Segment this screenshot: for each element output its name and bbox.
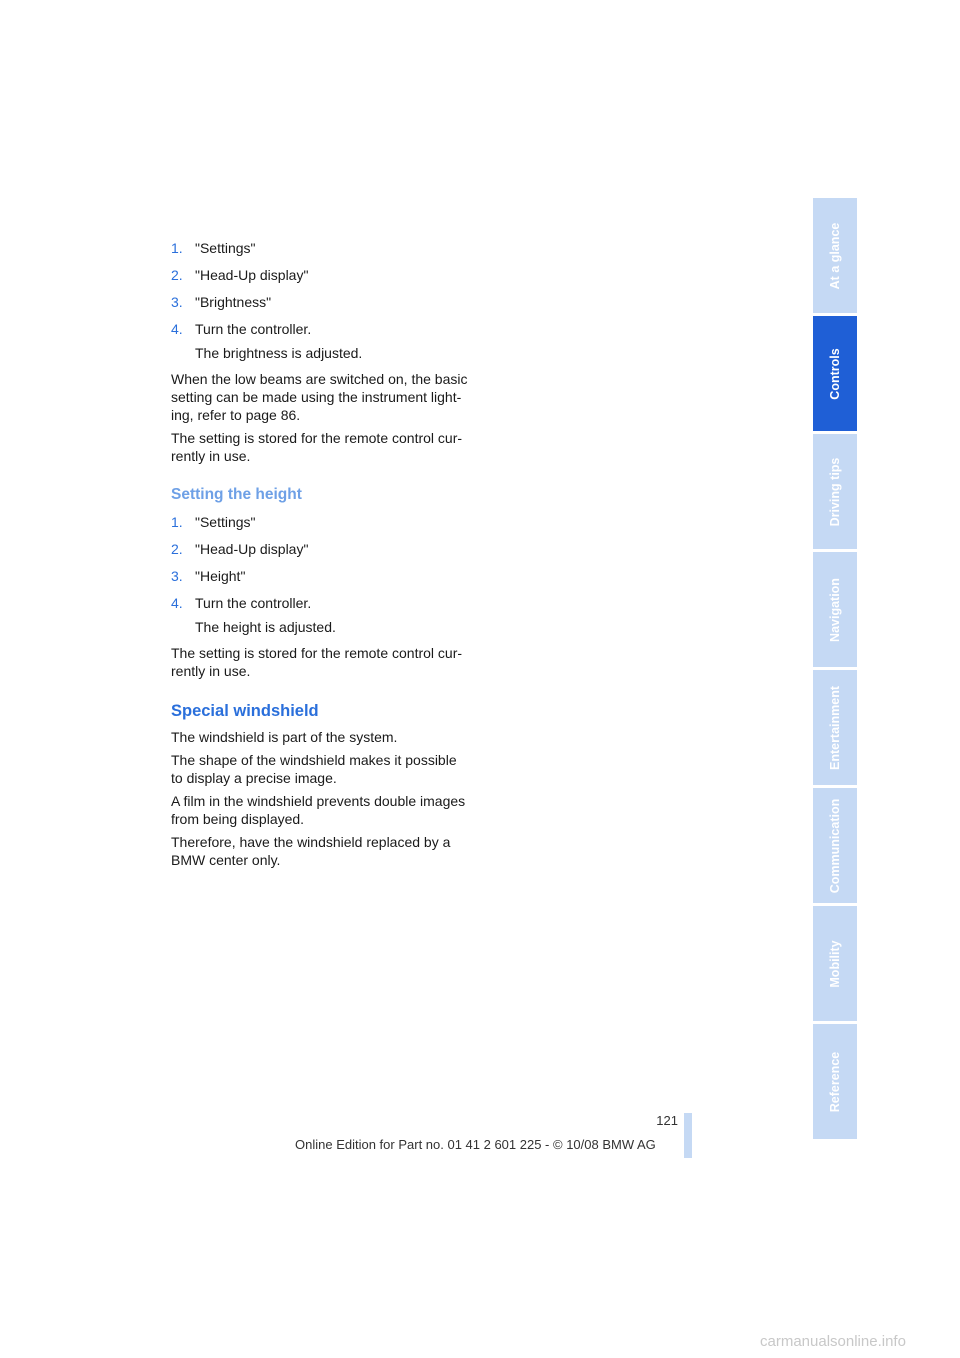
tab-reference[interactable] — [813, 1024, 857, 1139]
tab-mobility[interactable] — [813, 906, 857, 1021]
step-text: "Settings" — [195, 514, 256, 530]
chapter-tabs — [813, 198, 857, 1142]
step-number: 2. — [171, 541, 183, 557]
list-item — [171, 319, 471, 363]
tab-label: Mobility — [828, 939, 842, 988]
tab-label: Driving tips — [828, 457, 842, 526]
step-text: "Head-Up display" — [195, 267, 309, 283]
height-steps — [171, 512, 471, 637]
step-number: 1. — [171, 240, 183, 256]
page-number-bar — [684, 1113, 692, 1158]
watermark: carmanualsonline.info — [760, 1333, 906, 1350]
step-number: 3. — [171, 294, 183, 310]
step-number: 4. — [171, 321, 183, 337]
list-item — [171, 512, 471, 532]
paragraph: Therefore, have the windshield replaced by a BMW center only. — [171, 834, 451, 868]
list-item — [171, 265, 471, 285]
tab-label: At a glance — [828, 222, 842, 289]
step-text: Turn the controller. — [195, 595, 312, 611]
brightness-steps — [171, 238, 471, 363]
step-number: 1. — [171, 514, 183, 530]
tab-label: Communication — [828, 798, 842, 893]
step-text: "Settings" — [195, 240, 256, 256]
main-content — [171, 238, 471, 874]
subheading-setting-height: Setting the height — [171, 486, 302, 503]
step-text: "Height" — [195, 568, 246, 584]
list-item — [171, 593, 471, 637]
list-item — [171, 238, 471, 258]
step-number: 3. — [171, 568, 183, 584]
tab-label: Navigation — [828, 577, 842, 642]
section-heading-special-windshield: Special windshield — [171, 702, 319, 720]
paragraph: The setting is stored for the remote control cur-rently in use. — [171, 645, 463, 679]
paragraph: The shape of the windshield makes it possible to display a precise image. — [171, 752, 457, 786]
tab-at-a-glance[interactable] — [813, 198, 857, 313]
step-result: The brightness is adjusted. — [195, 345, 363, 361]
step-number: 2. — [171, 267, 183, 283]
paragraph: A film in the windshield prevents double images from being displayed. — [171, 793, 466, 827]
tab-controls[interactable] — [813, 316, 857, 431]
list-item — [171, 566, 471, 586]
step-number: 4. — [171, 595, 183, 611]
paragraph: The windshield is part of the system. — [171, 729, 398, 745]
tab-label: Entertainment — [828, 685, 842, 770]
footer-edition-note: Online Edition for Part no. 01 41 2 601 225 - © 10/08 BMW AG — [295, 1137, 656, 1152]
tab-navigation[interactable] — [813, 552, 857, 667]
step-text: "Head-Up display" — [195, 541, 309, 557]
page-number: 121 — [656, 1113, 678, 1128]
tab-label: Controls — [828, 347, 842, 400]
tab-communication[interactable] — [813, 788, 857, 903]
step-result: The height is adjusted. — [195, 619, 336, 635]
tab-label: Reference — [828, 1051, 842, 1112]
paragraph: The setting is stored for the remote control cur-rently in use. — [171, 430, 463, 464]
list-item — [171, 292, 471, 312]
step-text: "Brightness" — [195, 294, 272, 310]
tab-entertainment[interactable] — [813, 670, 857, 785]
list-item — [171, 539, 471, 559]
tab-driving-tips[interactable] — [813, 434, 857, 549]
step-text: Turn the controller. — [195, 321, 312, 337]
paragraph: When the low beams are switched on, the basic setting can be made using the instrument light-ing, refer to page 86. — [171, 371, 468, 423]
